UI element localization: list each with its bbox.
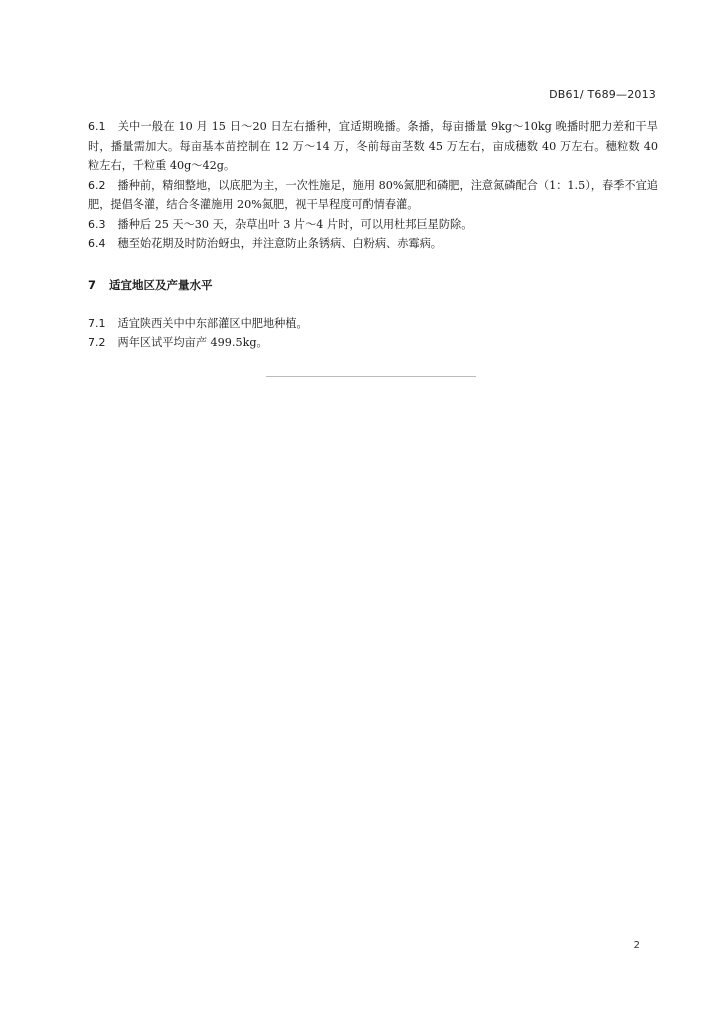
document-body [88,117,658,353]
clause-6-4 [88,234,658,254]
section-7-heading [88,276,658,295]
end-of-document-rule [266,376,476,377]
clause-text: 播种后 25 天～30 天，杂草出叶 3 片～4 片时，可以用杜邦巨星防除。 [117,217,473,231]
clause-number: 7.2 [88,336,106,349]
section-title: 适宜地区及产量水平 [109,277,213,292]
clause-number: 6.4 [88,237,106,250]
clause-number: 7.1 [88,316,106,330]
clause-6-3 [88,215,658,235]
clause-6-1 [88,117,658,176]
clause-7-2 [88,333,658,353]
clause-text: 播种前，精细整地，以底肥为主，一次性施足，施用 80%氮肥和磷肥，注意氮磷配合（1：1.5），春季不宜追肥，提倡冬灌，结合冬灌施用 20%氮肥，视干旱程度可酌情春灌。 [88,178,658,211]
page-number: 2 [633,940,640,951]
clause-text: 两年区试平均亩产 499.5kg。 [117,336,268,349]
clause-text: 关中一般在 10 月 15 日～20 日左右播种，宜适期晚播。条播，每亩播量 9kg～10kg 晚播时肥力差和干旱时，播量需加大。每亩基本苗控制在 12 万～14 万，冬前每亩茎数 45 万左右，亩成穗数 40 万左右。穗粒数 40 粒左右，千粒重 40g～42g。 [88,120,658,172]
clause-number: 6.1 [88,120,106,133]
clause-number: 6.2 [88,178,106,192]
clause-text: 适宜陕西关中中东部灌区中肥地种植。 [117,316,308,330]
standard-code: DB61/ T689—2013 [549,88,656,101]
clause-number: 6.3 [88,217,106,231]
clause-6-2 [88,176,658,215]
clause-7-1 [88,314,658,334]
clause-text: 穗至始花期及时防治蚜虫，并注意防止条锈病、白粉病、赤霉病。 [117,237,442,250]
section-number: 7 [88,277,97,292]
